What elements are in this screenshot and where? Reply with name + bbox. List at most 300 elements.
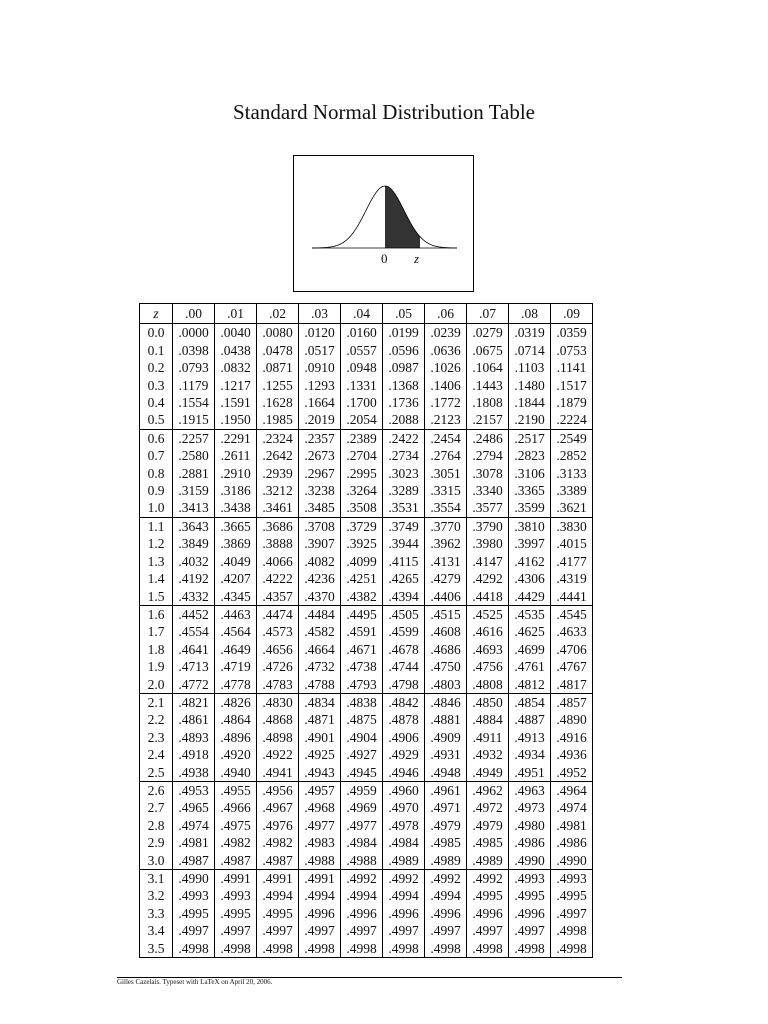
probability-cell: .4993 [215, 887, 257, 904]
probability-cell: .4830 [257, 693, 299, 711]
z-value-cell: 0.0 [140, 324, 173, 342]
probability-cell: .4808 [467, 676, 509, 694]
probability-cell: .3830 [551, 517, 593, 535]
table-row [140, 781, 593, 799]
probability-cell: .4846 [425, 693, 467, 711]
probability-cell: .4686 [425, 641, 467, 658]
table-row [140, 359, 593, 376]
z-label: z [414, 251, 420, 266]
probability-cell: .4656 [257, 641, 299, 658]
probability-cell: .4625 [509, 623, 551, 640]
probability-cell: .3749 [383, 517, 425, 535]
probability-cell: .4890 [551, 711, 593, 728]
probability-cell: .0478 [257, 342, 299, 359]
probability-cell: .2257 [173, 429, 215, 447]
table-row [140, 658, 593, 675]
table-row [140, 394, 593, 411]
probability-cell: .4996 [299, 905, 341, 922]
probability-cell: .3686 [257, 517, 299, 535]
probability-cell: .2324 [257, 429, 299, 447]
probability-cell: .4946 [383, 764, 425, 782]
probability-cell: .4251 [341, 570, 383, 587]
z-header-cell: z [140, 304, 173, 324]
z-value-cell: 0.1 [140, 342, 173, 359]
probability-cell: .4545 [551, 605, 593, 623]
table-row [140, 411, 593, 429]
probability-cell: .4332 [173, 588, 215, 606]
probability-cell: .4989 [467, 852, 509, 870]
zero-label: 0 [381, 251, 388, 266]
probability-cell: .4441 [551, 588, 593, 606]
probability-cell: .4995 [509, 887, 551, 904]
probability-cell: .3186 [215, 482, 257, 499]
probability-cell: .4699 [509, 641, 551, 658]
probability-cell: .4987 [215, 852, 257, 870]
probability-cell: .4582 [299, 623, 341, 640]
probability-cell: .3078 [467, 465, 509, 482]
probability-cell: .4484 [299, 605, 341, 623]
probability-cell: .4965 [173, 799, 215, 816]
probability-cell: .4922 [257, 746, 299, 763]
probability-cell: .2734 [383, 447, 425, 464]
probability-cell: .4738 [341, 658, 383, 675]
z-value-cell: 1.2 [140, 535, 173, 552]
probability-cell: .4616 [467, 623, 509, 640]
probability-cell: .4983 [299, 834, 341, 851]
probability-cell: .4066 [257, 553, 299, 570]
column-header: .05 [383, 304, 425, 324]
probability-cell: .0636 [425, 342, 467, 359]
probability-cell: .0871 [257, 359, 299, 376]
z-value-cell: 3.0 [140, 852, 173, 870]
z-value-cell: 1.1 [140, 517, 173, 535]
probability-cell: .4292 [467, 570, 509, 587]
probability-cell: .4997 [257, 922, 299, 939]
table-row [140, 711, 593, 728]
table-row [140, 517, 593, 535]
probability-cell: .4996 [509, 905, 551, 922]
probability-cell: .3729 [341, 517, 383, 535]
probability-cell: .2580 [173, 447, 215, 464]
probability-cell: .4798 [383, 676, 425, 694]
probability-cell: .3508 [341, 499, 383, 517]
probability-cell: .1179 [173, 377, 215, 394]
probability-cell: .4996 [425, 905, 467, 922]
column-header: .00 [173, 304, 215, 324]
probability-cell: .4998 [467, 940, 509, 958]
z-value-cell: 2.2 [140, 711, 173, 728]
probability-cell: .4177 [551, 553, 593, 570]
probability-cell: .4961 [425, 781, 467, 799]
z-table [139, 303, 593, 958]
probability-cell: .1772 [425, 394, 467, 411]
probability-cell: .4793 [341, 676, 383, 694]
probability-cell: .4968 [299, 799, 341, 816]
probability-cell: .2088 [383, 411, 425, 429]
shaded-area [385, 186, 420, 248]
probability-cell: .3621 [551, 499, 593, 517]
probability-cell: .2611 [215, 447, 257, 464]
probability-cell: .4761 [509, 658, 551, 675]
probability-cell: .3599 [509, 499, 551, 517]
z-value-cell: 2.6 [140, 781, 173, 799]
probability-cell: .4633 [551, 623, 593, 640]
probability-cell: .0596 [383, 342, 425, 359]
probability-cell: .2486 [467, 429, 509, 447]
table-row [140, 870, 593, 888]
probability-cell: .4693 [467, 641, 509, 658]
probability-cell: .0080 [257, 324, 299, 342]
z-value-cell: 2.0 [140, 676, 173, 694]
probability-cell: .4995 [467, 887, 509, 904]
probability-cell: .4998 [551, 940, 593, 958]
table-row [140, 905, 593, 922]
probability-cell: .4857 [551, 693, 593, 711]
probability-cell: .4992 [425, 870, 467, 888]
probability-cell: .4955 [215, 781, 257, 799]
probability-cell: .0239 [425, 324, 467, 342]
probability-cell: .4957 [299, 781, 341, 799]
probability-cell: .4115 [383, 553, 425, 570]
z-value-cell: 2.1 [140, 693, 173, 711]
probability-cell: .4429 [509, 588, 551, 606]
probability-cell: .3238 [299, 482, 341, 499]
probability-cell: .4952 [551, 764, 593, 782]
probability-cell: .4979 [425, 817, 467, 834]
probability-cell: .4989 [425, 852, 467, 870]
probability-cell: .2704 [341, 447, 383, 464]
probability-cell: .4222 [257, 570, 299, 587]
probability-cell: .3770 [425, 517, 467, 535]
probability-cell: .4984 [383, 834, 425, 851]
probability-cell: .1628 [257, 394, 299, 411]
probability-cell: .4452 [173, 605, 215, 623]
probability-cell: .4998 [173, 940, 215, 958]
probability-cell: .3106 [509, 465, 551, 482]
probability-cell: .4994 [383, 887, 425, 904]
probability-cell: .4938 [173, 764, 215, 782]
probability-cell: .4996 [341, 905, 383, 922]
probability-cell: .4994 [341, 887, 383, 904]
probability-cell: .2764 [425, 447, 467, 464]
probability-cell: .4943 [299, 764, 341, 782]
probability-cell: .1103 [509, 359, 551, 376]
probability-cell: .4812 [509, 676, 551, 694]
probability-cell: .4881 [425, 711, 467, 728]
probability-cell: .4992 [383, 870, 425, 888]
table-row [140, 922, 593, 939]
probability-cell: .4987 [257, 852, 299, 870]
z-value-cell: 3.5 [140, 940, 173, 958]
table-row [140, 693, 593, 711]
normal-curve-figure [293, 155, 474, 292]
probability-cell: .4970 [383, 799, 425, 816]
probability-cell: .4949 [467, 764, 509, 782]
z-value-cell: 0.8 [140, 465, 173, 482]
z-value-cell: 0.7 [140, 447, 173, 464]
probability-cell: .0793 [173, 359, 215, 376]
probability-cell: .4357 [257, 588, 299, 606]
probability-cell: .4991 [299, 870, 341, 888]
probability-cell: .4767 [551, 658, 593, 675]
z-value-cell: 2.4 [140, 746, 173, 763]
probability-cell: .4967 [257, 799, 299, 816]
probability-cell: .4608 [425, 623, 467, 640]
z-value-cell: 0.4 [140, 394, 173, 411]
probability-cell: .3554 [425, 499, 467, 517]
probability-cell: .4982 [215, 834, 257, 851]
probability-cell: .4756 [467, 658, 509, 675]
probability-cell: .4744 [383, 658, 425, 675]
probability-cell: .4966 [215, 799, 257, 816]
probability-cell: .4988 [299, 852, 341, 870]
probability-cell: .4976 [257, 817, 299, 834]
probability-cell: .1406 [425, 377, 467, 394]
column-header: .09 [551, 304, 593, 324]
z-value-cell: 1.6 [140, 605, 173, 623]
probability-cell: .4319 [551, 570, 593, 587]
probability-cell: .4994 [257, 887, 299, 904]
probability-cell: .4906 [383, 729, 425, 746]
probability-cell: .4719 [215, 658, 257, 675]
probability-cell: .4641 [173, 641, 215, 658]
probability-cell: .1808 [467, 394, 509, 411]
probability-cell: .4979 [467, 817, 509, 834]
probability-cell: .4878 [383, 711, 425, 728]
table-header-row [140, 304, 593, 324]
z-value-cell: 1.3 [140, 553, 173, 570]
probability-cell: .4772 [173, 676, 215, 694]
table-body [140, 324, 593, 958]
table-row [140, 887, 593, 904]
probability-cell: .4573 [257, 623, 299, 640]
probability-cell: .4345 [215, 588, 257, 606]
probability-cell: .4985 [467, 834, 509, 851]
z-value-cell: 0.5 [140, 411, 173, 429]
column-header: .07 [467, 304, 509, 324]
bell-curve [312, 186, 457, 248]
z-value-cell: 1.0 [140, 499, 173, 517]
table-row [140, 940, 593, 958]
probability-cell: .4974 [551, 799, 593, 816]
probability-cell: .2054 [341, 411, 383, 429]
probability-cell: .2422 [383, 429, 425, 447]
table-row [140, 852, 593, 870]
probability-cell: .4997 [383, 922, 425, 939]
probability-cell: .4236 [299, 570, 341, 587]
probability-cell: .4969 [341, 799, 383, 816]
probability-cell: .4985 [425, 834, 467, 851]
z-value-cell: 1.4 [140, 570, 173, 587]
probability-cell: .3315 [425, 482, 467, 499]
probability-cell: .4463 [215, 605, 257, 623]
probability-cell: .4971 [425, 799, 467, 816]
probability-cell: .3944 [383, 535, 425, 552]
probability-cell: .2224 [551, 411, 593, 429]
probability-cell: .1331 [341, 377, 383, 394]
probability-cell: .2939 [257, 465, 299, 482]
z-value-cell: 2.9 [140, 834, 173, 851]
probability-cell: .4974 [173, 817, 215, 834]
probability-cell: .0398 [173, 342, 215, 359]
probability-cell: .2823 [509, 447, 551, 464]
table-row [140, 729, 593, 746]
probability-cell: .3365 [509, 482, 551, 499]
probability-cell: .4992 [341, 870, 383, 888]
probability-cell: .4664 [299, 641, 341, 658]
z-value-cell: 1.7 [140, 623, 173, 640]
probability-cell: .4995 [215, 905, 257, 922]
probability-cell: .1879 [551, 394, 593, 411]
probability-cell: .4991 [257, 870, 299, 888]
probability-cell: .4162 [509, 553, 551, 570]
probability-cell: .4909 [425, 729, 467, 746]
probability-cell: .0675 [467, 342, 509, 359]
probability-cell: .4986 [509, 834, 551, 851]
probability-cell: .4918 [173, 746, 215, 763]
probability-cell: .4998 [425, 940, 467, 958]
probability-cell: .1368 [383, 377, 425, 394]
probability-cell: .3790 [467, 517, 509, 535]
probability-cell: .4993 [551, 870, 593, 888]
probability-cell: .1554 [173, 394, 215, 411]
probability-cell: .2157 [467, 411, 509, 429]
probability-cell: .3438 [215, 499, 257, 517]
column-header: .06 [425, 304, 467, 324]
probability-cell: .4884 [467, 711, 509, 728]
probability-cell: .4940 [215, 764, 257, 782]
probability-cell: .3849 [173, 535, 215, 552]
column-header: .08 [509, 304, 551, 324]
probability-cell: .4750 [425, 658, 467, 675]
z-value-cell: 3.4 [140, 922, 173, 939]
probability-cell: .1950 [215, 411, 257, 429]
probability-cell: .2881 [173, 465, 215, 482]
probability-cell: .4948 [425, 764, 467, 782]
probability-cell: .4993 [173, 887, 215, 904]
probability-cell: .4988 [341, 852, 383, 870]
probability-cell: .0438 [215, 342, 257, 359]
probability-cell: .2673 [299, 447, 341, 464]
probability-cell: .2995 [341, 465, 383, 482]
probability-cell: .4931 [425, 746, 467, 763]
probability-cell: .4015 [551, 535, 593, 552]
table-row [140, 465, 593, 482]
probability-cell: .4975 [215, 817, 257, 834]
probability-cell: .4082 [299, 553, 341, 570]
probability-cell: .0279 [467, 324, 509, 342]
table-row [140, 641, 593, 658]
probability-cell: .4535 [509, 605, 551, 623]
probability-cell: .4564 [215, 623, 257, 640]
probability-cell: .4972 [467, 799, 509, 816]
probability-cell: .4495 [341, 605, 383, 623]
probability-cell: .4960 [383, 781, 425, 799]
probability-cell: .3023 [383, 465, 425, 482]
probability-cell: .4998 [341, 940, 383, 958]
footer-note: Gilles Cazelais. Typeset with LaTeX on April 20, 2006. [117, 978, 273, 986]
table-row [140, 605, 593, 623]
table-row [140, 799, 593, 816]
probability-cell: .4854 [509, 693, 551, 711]
probability-cell: .0199 [383, 324, 425, 342]
probability-cell: .3962 [425, 535, 467, 552]
probability-cell: .4927 [341, 746, 383, 763]
probability-cell: .4887 [509, 711, 551, 728]
table-row [140, 535, 593, 552]
probability-cell: .4901 [299, 729, 341, 746]
probability-cell: .1141 [551, 359, 593, 376]
probability-cell: .2794 [467, 447, 509, 464]
probability-cell: .4838 [341, 693, 383, 711]
probability-cell: .4998 [299, 940, 341, 958]
probability-cell: .4147 [467, 553, 509, 570]
probability-cell: .4996 [383, 905, 425, 922]
z-value-cell: 0.3 [140, 377, 173, 394]
probability-cell: .3159 [173, 482, 215, 499]
probability-cell: .4406 [425, 588, 467, 606]
probability-cell: .3212 [257, 482, 299, 499]
probability-cell: .2357 [299, 429, 341, 447]
probability-cell: .2123 [425, 411, 467, 429]
probability-cell: .0160 [341, 324, 383, 342]
probability-cell: .4515 [425, 605, 467, 623]
z-value-cell: 2.5 [140, 764, 173, 782]
probability-cell: .2517 [509, 429, 551, 447]
probability-cell: .4963 [509, 781, 551, 799]
probability-cell: .4394 [383, 588, 425, 606]
probability-cell: .3997 [509, 535, 551, 552]
probability-cell: .1985 [257, 411, 299, 429]
table-row [140, 834, 593, 851]
probability-cell: .2549 [551, 429, 593, 447]
probability-cell: .4997 [299, 922, 341, 939]
probability-cell: .2389 [341, 429, 383, 447]
probability-cell: .4997 [551, 905, 593, 922]
probability-cell: .4861 [173, 711, 215, 728]
probability-cell: .4990 [551, 852, 593, 870]
probability-cell: .1664 [299, 394, 341, 411]
probability-cell: .4671 [341, 641, 383, 658]
probability-cell: .4032 [173, 553, 215, 570]
probability-cell: .4956 [257, 781, 299, 799]
probability-cell: .1293 [299, 377, 341, 394]
z-value-cell: 3.2 [140, 887, 173, 904]
probability-cell: .4994 [299, 887, 341, 904]
table-row [140, 746, 593, 763]
probability-cell: .4525 [467, 605, 509, 623]
probability-cell: .3461 [257, 499, 299, 517]
probability-cell: .4997 [173, 922, 215, 939]
probability-cell: .3389 [551, 482, 593, 499]
table-row [140, 482, 593, 499]
probability-cell: .4951 [509, 764, 551, 782]
probability-cell: .4959 [341, 781, 383, 799]
probability-cell: .3133 [551, 465, 593, 482]
probability-cell: .3708 [299, 517, 341, 535]
z-value-cell: 0.9 [140, 482, 173, 499]
table-row [140, 588, 593, 606]
probability-cell: .3340 [467, 482, 509, 499]
probability-cell: .4995 [173, 905, 215, 922]
probability-cell: .2454 [425, 429, 467, 447]
probability-cell: .0753 [551, 342, 593, 359]
probability-cell: .0987 [383, 359, 425, 376]
page-title: Standard Normal Distribution Table [232, 100, 535, 124]
probability-cell: .4993 [509, 870, 551, 888]
z-value-cell: 0.6 [140, 429, 173, 447]
probability-cell: .3665 [215, 517, 257, 535]
